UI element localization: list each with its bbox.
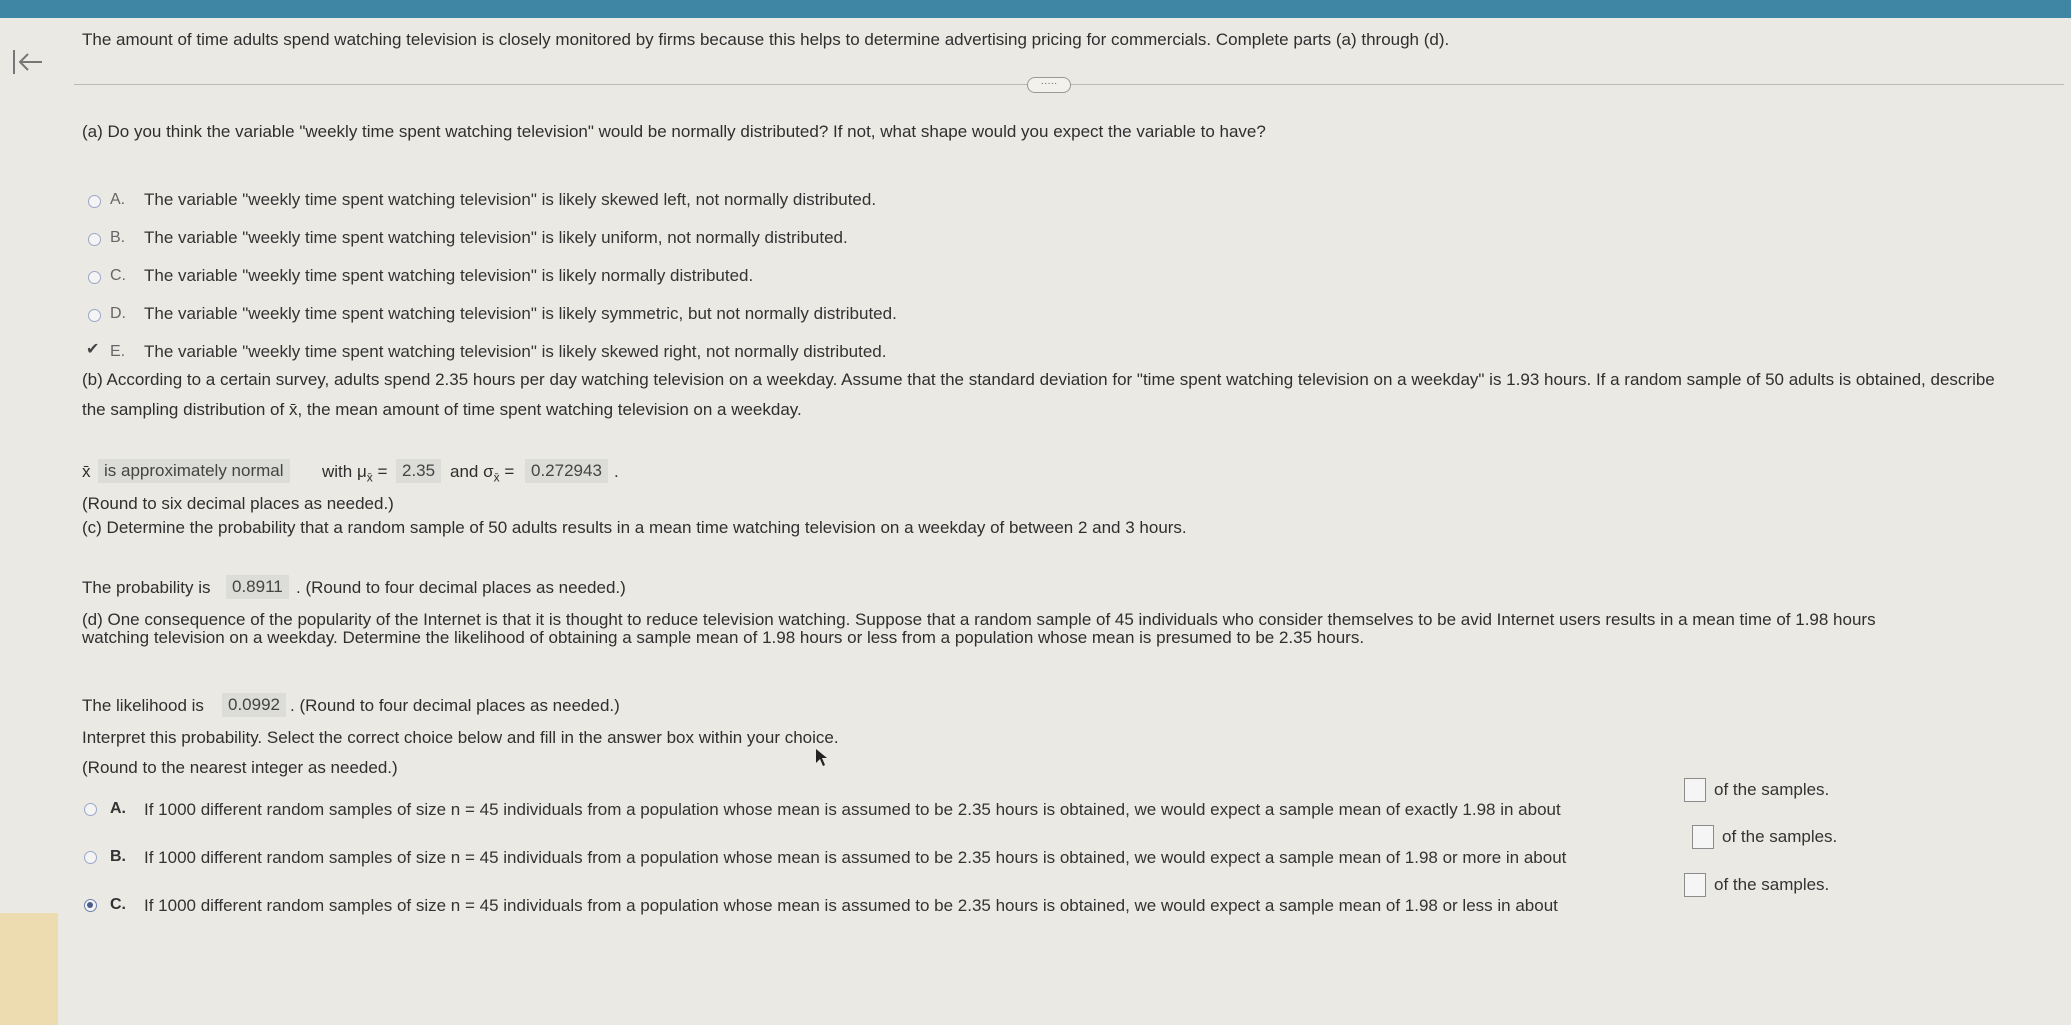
option-d-letter: D. bbox=[110, 305, 126, 322]
back-to-start-icon[interactable] bbox=[10, 44, 46, 80]
more-button[interactable]: ····· bbox=[1027, 77, 1071, 93]
choice-b-text: If 1000 different random samples of size n = 45 individuals from a population whose mean is assumed to be 2.35 hours is obtained, we would expect a sample mean of 1.98 or more in about bbox=[144, 848, 1567, 867]
option-b-radio[interactable] bbox=[88, 233, 101, 246]
option-b-letter: B. bbox=[110, 229, 126, 246]
and-sigma-label bbox=[450, 462, 514, 484]
option-a-text: The variable "weekly time spent watching television" is likely skewed left, not normally distributed. bbox=[144, 190, 877, 209]
option-c-letter: C. bbox=[110, 267, 126, 284]
part-c-question: (c) Determine the probability that a random sample of 50 adults results in a mean time watching television on a weekday of between 2 and 3 hours. bbox=[82, 518, 1187, 537]
sigma-answer[interactable]: 0.272943 bbox=[525, 459, 608, 483]
choice-a-letter: A. bbox=[110, 800, 126, 817]
choice-c-radio[interactable] bbox=[84, 899, 97, 912]
top-bar bbox=[0, 0, 2071, 18]
part-d-question-line1: (d) One consequence of the popularity of the Internet is that it is thought to reduce television watching. Suppose that a random sample of 45 individuals who consider themselves to be avid Internet users results in a mean time of 1.98 hours bbox=[82, 610, 1876, 629]
sigma-equals: = bbox=[504, 462, 515, 481]
part-b-round-note: (Round to six decimal places as needed.) bbox=[82, 494, 394, 513]
mouse-cursor-icon bbox=[815, 748, 829, 768]
option-a-radio[interactable] bbox=[88, 195, 101, 208]
with-mu-label bbox=[322, 462, 387, 484]
choice-b-answer-box[interactable] bbox=[1692, 825, 1714, 849]
sigma-period: . bbox=[614, 462, 619, 481]
problem-intro: The amount of time adults spend watching television is closely monitored by firms because this helps to determine advertising pricing for commercials. Complete parts (a) through (d). bbox=[82, 30, 1450, 49]
option-e-text: The variable "weekly time spent watching television" is likely skewed right, not normally distributed. bbox=[144, 342, 887, 361]
interpret-instruction: Interpret this probability. Select the correct choice below and fill in the answer box within your choice. bbox=[82, 728, 839, 747]
xbar-label: x̄ bbox=[82, 462, 91, 481]
yellow-margin-strip bbox=[0, 913, 58, 1025]
mu-subscript: x̄ bbox=[366, 470, 373, 485]
probability-answer[interactable]: 0.8911 bbox=[226, 575, 289, 599]
choice-b-radio[interactable] bbox=[84, 851, 97, 864]
choice-a-radio[interactable] bbox=[84, 803, 97, 816]
choice-a-answer-box[interactable] bbox=[1684, 778, 1706, 802]
checkmark-icon: ✔ bbox=[86, 341, 100, 358]
shape-answer[interactable]: is approximately normal bbox=[98, 459, 290, 483]
sigma-subscript: x̄ bbox=[493, 470, 500, 485]
likelihood-answer[interactable]: 0.0992 bbox=[222, 693, 286, 717]
choice-a-text: If 1000 different random samples of size n = 45 individuals from a population whose mean is assumed to be 2.35 hours is obtained, we would expect a sample mean of exactly 1.98 in about bbox=[144, 800, 1561, 819]
choice-b-tail: of the samples. bbox=[1722, 827, 1838, 846]
likelihood-label: The likelihood is bbox=[82, 696, 204, 715]
part-b-question: (b) According to a certain survey, adults spend 2.35 hours per day watching television on a weekday. Assume that the standard deviation for "time spent watching television on a weekday" is 1.93 hours. If a random sample of 50 adults is obtained, describe the sampling distribution of x̄, the mean amount of time spent watching television on a weekday. bbox=[82, 370, 1995, 419]
option-e-letter: E. bbox=[110, 343, 126, 360]
option-a-letter: A. bbox=[110, 191, 126, 208]
mu-equals: = bbox=[377, 462, 388, 481]
choice-c-text: If 1000 different random samples of size n = 45 individuals from a population whose mean is assumed to be 2.35 hours is obtained, we would expect a sample mean of 1.98 or less in about bbox=[144, 896, 1558, 915]
option-d-radio[interactable] bbox=[88, 309, 101, 322]
option-d-text: The variable "weekly time spent watching television" is likely symmetric, but not normally distributed. bbox=[144, 304, 897, 323]
likelihood-note: . (Round to four decimal places as needed.) bbox=[290, 696, 620, 715]
choice-c-answer-box[interactable] bbox=[1684, 873, 1706, 897]
round-integer-note: (Round to the nearest integer as needed.) bbox=[82, 758, 398, 777]
with-mu-text: with μ bbox=[322, 462, 367, 481]
choice-a-tail: of the samples. bbox=[1714, 780, 1830, 799]
mu-answer[interactable]: 2.35 bbox=[396, 459, 441, 483]
probability-label: The probability is bbox=[82, 578, 211, 597]
option-c-text: The variable "weekly time spent watching television" is likely normally distributed. bbox=[144, 266, 754, 285]
part-a-question: (a) Do you think the variable "weekly time spent watching television" would be normally distributed? If not, what shape would you expect the variable to have? bbox=[82, 122, 1266, 141]
choice-c-tail: of the samples. bbox=[1714, 875, 1830, 894]
option-c-radio[interactable] bbox=[88, 271, 101, 284]
choice-b-letter: B. bbox=[110, 848, 126, 865]
option-b-text: The variable "weekly time spent watching television" is likely uniform, not normally distributed. bbox=[144, 228, 848, 247]
choice-c-letter: C. bbox=[110, 896, 126, 913]
part-d-question-line2: watching television on a weekday. Determine the likelihood of obtaining a sample mean of 1.98 hours or less from a population whose mean is presumed to be 2.35 hours. bbox=[82, 628, 1365, 647]
and-sigma-text: and σ bbox=[450, 462, 494, 481]
probability-note: . (Round to four decimal places as needed.) bbox=[296, 578, 626, 597]
